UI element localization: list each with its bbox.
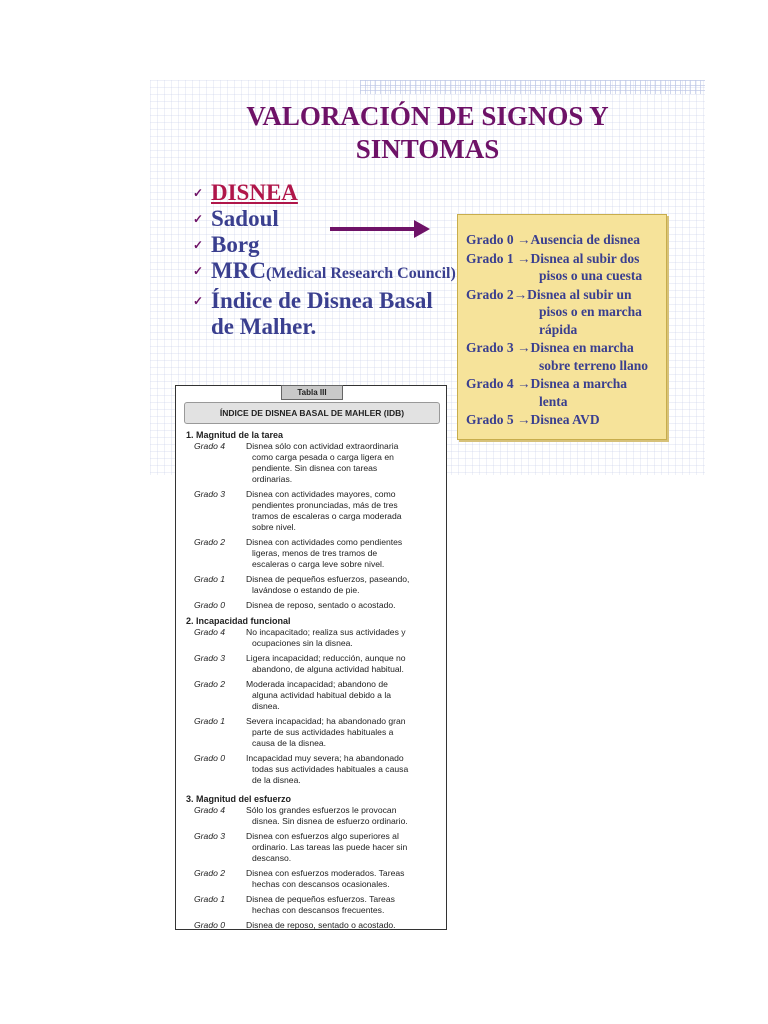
row-description-line: hechas con descansos frecuentes. bbox=[252, 905, 385, 915]
grade-box bbox=[457, 214, 667, 440]
table-row bbox=[186, 537, 444, 570]
row-description-line: sobre nivel. bbox=[252, 522, 296, 532]
table-row bbox=[186, 574, 444, 596]
row-description-line: Ligera incapacidad; reducción, aunque no bbox=[246, 653, 406, 663]
section-magnitud-esfuerzo bbox=[186, 794, 444, 935]
row-description-line: pendientes pronunciadas, más de tres bbox=[252, 500, 398, 510]
grade-description: Disnea al subir dos bbox=[530, 250, 640, 266]
grade-label: Grado 5 → bbox=[466, 412, 531, 427]
bullet-mrc-detail: (Medical Research Council) bbox=[265, 265, 456, 282]
section-title: 2. Incapacidad funcional bbox=[186, 616, 291, 626]
section-title: 1. Magnitud de la tarea bbox=[186, 430, 284, 440]
row-description-line: descanso. bbox=[252, 853, 292, 863]
row-description-line: Disnea con esfuerzos moderados. Tareas bbox=[246, 868, 405, 878]
row-description bbox=[246, 537, 444, 570]
row-grade: Grado 0 bbox=[194, 600, 226, 610]
row-description-line: todas sus actividades habituales a causa bbox=[252, 764, 409, 774]
grade-description-cont: sobre terreno llano bbox=[539, 357, 648, 373]
bullet-borg-label: Borg bbox=[211, 232, 260, 257]
row-grade: Grado 0 bbox=[194, 920, 226, 930]
table-row bbox=[186, 489, 444, 533]
bullet-list bbox=[193, 180, 463, 340]
row-description-line: Disnea sólo con actividad extraordinaria bbox=[246, 441, 399, 451]
row-grade: Grado 3 bbox=[194, 653, 226, 663]
table-row bbox=[186, 920, 444, 931]
bullet-idb-line-1: Índice de Disnea Basal bbox=[211, 288, 433, 313]
row-description-line: disnea. Sin disnea de esfuerzo ordinario. bbox=[252, 816, 408, 826]
table-heading: ÍNDICE DE DISNEA BASAL DE MAHLER (IDB) bbox=[184, 402, 440, 424]
row-description bbox=[246, 716, 444, 749]
title-line-2: SINTOMAS bbox=[355, 134, 500, 164]
bullet-idb bbox=[193, 288, 463, 340]
table-row bbox=[186, 653, 444, 675]
row-grade: Grado 3 bbox=[194, 489, 226, 499]
bullet-idb-line-2: de Malher. bbox=[211, 314, 317, 339]
row-description bbox=[246, 868, 444, 890]
grade-label: Grado 3 → bbox=[466, 340, 531, 355]
row-description-line: lavándose o estando de pie. bbox=[252, 585, 360, 595]
row-description bbox=[246, 805, 444, 827]
grade-description: Disnea en marcha bbox=[530, 340, 634, 355]
row-description-line: como carga pesada o carga ligera en bbox=[252, 452, 394, 462]
title-line-1: VALORACIÓN DE SIGNOS Y bbox=[246, 101, 609, 131]
row-grade: Grado 2 bbox=[194, 868, 226, 878]
row-grade: Grado 1 bbox=[194, 574, 226, 584]
right-arrow-icon bbox=[330, 218, 432, 240]
grade-line bbox=[466, 411, 660, 429]
bullet-sadoul-label: Sadoul bbox=[211, 206, 279, 231]
row-description-line: abandono, de alguna actividad habitual. bbox=[252, 664, 404, 674]
row-grade: Grado 4 bbox=[194, 627, 226, 637]
grade-label: Grado 2→ bbox=[466, 286, 528, 302]
row-description bbox=[246, 920, 444, 931]
row-description-line: No incapacitado; realiza sus actividades y bbox=[246, 627, 406, 637]
row-description bbox=[246, 679, 444, 712]
row-description-line: Disnea de reposo, sentado o acostado. bbox=[246, 600, 396, 610]
section-title: 3. Magnitud del esfuerzo bbox=[186, 794, 292, 804]
grade-description: Disnea a marcha bbox=[530, 376, 628, 391]
row-description-line: Moderada incapacidad; abandono de bbox=[246, 679, 388, 689]
row-grade: Grado 3 bbox=[194, 831, 226, 841]
row-description-line: Severa incapacidad; ha abandonado gran bbox=[246, 716, 406, 726]
row-grade: Grado 1 bbox=[194, 716, 226, 726]
checkmark-icon: ✓ bbox=[193, 264, 204, 278]
row-description-line: de la disnea. bbox=[252, 775, 301, 785]
row-description-line: alguna actividad habitual debido a la bbox=[252, 690, 392, 700]
row-description bbox=[246, 653, 444, 675]
grade-line bbox=[466, 250, 660, 285]
table-row bbox=[186, 868, 444, 890]
bullet-disnea bbox=[193, 180, 463, 206]
checkmark-icon: ✓ bbox=[193, 238, 204, 252]
grade-line bbox=[466, 286, 660, 339]
row-description-line: Disnea con actividades como pendientes bbox=[246, 537, 403, 547]
table-row bbox=[186, 805, 444, 827]
table-row bbox=[186, 600, 444, 611]
row-description-line: causa de la disnea. bbox=[252, 738, 327, 748]
row-description-line: hechas con descansos ocasionales. bbox=[252, 879, 390, 889]
row-grade: Grado 4 bbox=[194, 441, 226, 451]
table-row bbox=[186, 716, 444, 749]
grade-description: Disnea al subir un bbox=[527, 286, 632, 302]
table-tag: Tabla III bbox=[281, 385, 343, 400]
table-row bbox=[186, 894, 444, 916]
slide-title bbox=[150, 100, 705, 166]
row-description bbox=[246, 441, 444, 485]
row-description-line: escaleras o carga leve sobre nivel. bbox=[252, 559, 385, 569]
bullet-mrc bbox=[193, 258, 463, 284]
idb-table bbox=[175, 385, 447, 930]
row-description-line: Incapacidad muy severa; ha abandonado bbox=[246, 753, 404, 763]
row-description-line: pendiente. Sin disnea con tareas bbox=[252, 463, 378, 473]
row-description-line: disnea. bbox=[252, 701, 280, 711]
row-description-line: ordinario. Las tareas las puede hacer sin bbox=[252, 842, 408, 852]
grade-line bbox=[466, 375, 660, 410]
row-grade: Grado 1 bbox=[194, 894, 226, 904]
row-grade: Grado 0 bbox=[194, 753, 226, 763]
row-description bbox=[246, 753, 444, 786]
bullet-mrc-label: MRC bbox=[211, 258, 266, 283]
grade-line bbox=[466, 231, 660, 249]
row-description bbox=[246, 831, 444, 864]
table-row bbox=[186, 831, 444, 864]
checkmark-icon: ✓ bbox=[193, 212, 204, 226]
checkmark-icon: ✓ bbox=[193, 294, 204, 308]
grade-description-cont: lenta bbox=[539, 393, 568, 409]
table-row bbox=[186, 441, 444, 485]
row-description bbox=[246, 894, 444, 916]
grade-description-cont: pisos o una cuesta bbox=[539, 268, 643, 283]
row-description-line: Disnea de pequeños esfuerzos, paseando, bbox=[246, 574, 410, 584]
row-grade: Grado 4 bbox=[194, 805, 226, 815]
row-description bbox=[246, 627, 444, 649]
row-description bbox=[246, 489, 444, 533]
table-row bbox=[186, 753, 444, 786]
row-description-line: Disnea con esfuerzos algo superiores al bbox=[246, 831, 399, 841]
section-magnitud-tarea bbox=[186, 430, 444, 615]
row-description-line: Sólo los grandes esfuerzos le provocan bbox=[246, 805, 397, 815]
row-grade: Grado 2 bbox=[194, 679, 226, 689]
grade-label: Grado 0 → bbox=[466, 232, 531, 247]
row-description bbox=[246, 600, 444, 611]
grade-line bbox=[466, 339, 660, 374]
section-incapacidad-funcional bbox=[186, 616, 444, 790]
row-description-line: ligeras, menos de tres tramos de bbox=[252, 548, 378, 558]
row-description-line: ocupaciones sin la disnea. bbox=[252, 638, 353, 648]
row-description-line: Disnea de reposo, sentado o acostado. bbox=[246, 920, 396, 930]
row-description-line: tramos de escaleras o carga moderada bbox=[252, 511, 402, 521]
row-description-line: Disnea de pequeños esfuerzos. Tareas bbox=[246, 894, 395, 904]
grade-description-cont: pisos o en marcha rápida bbox=[539, 304, 642, 337]
table-row bbox=[186, 627, 444, 649]
row-description-line: ordinarias. bbox=[252, 474, 293, 484]
bullet-disnea-label: DISNEA bbox=[211, 180, 298, 205]
row-description-line: parte de sus actividades habituales a bbox=[252, 727, 394, 737]
row-description bbox=[246, 574, 444, 596]
row-description-line: Disnea con actividades mayores, como bbox=[246, 489, 396, 499]
slide-decoration-bar bbox=[360, 80, 705, 94]
checkmark-icon: ✓ bbox=[193, 186, 204, 200]
grade-label: Grado 4 → bbox=[466, 376, 531, 391]
grade-description: Ausencia de disnea bbox=[530, 232, 641, 247]
table-row bbox=[186, 679, 444, 712]
grade-description: Disnea AVD bbox=[530, 412, 600, 427]
row-grade: Grado 2 bbox=[194, 537, 226, 547]
grade-label: Grado 1 → bbox=[466, 250, 531, 266]
